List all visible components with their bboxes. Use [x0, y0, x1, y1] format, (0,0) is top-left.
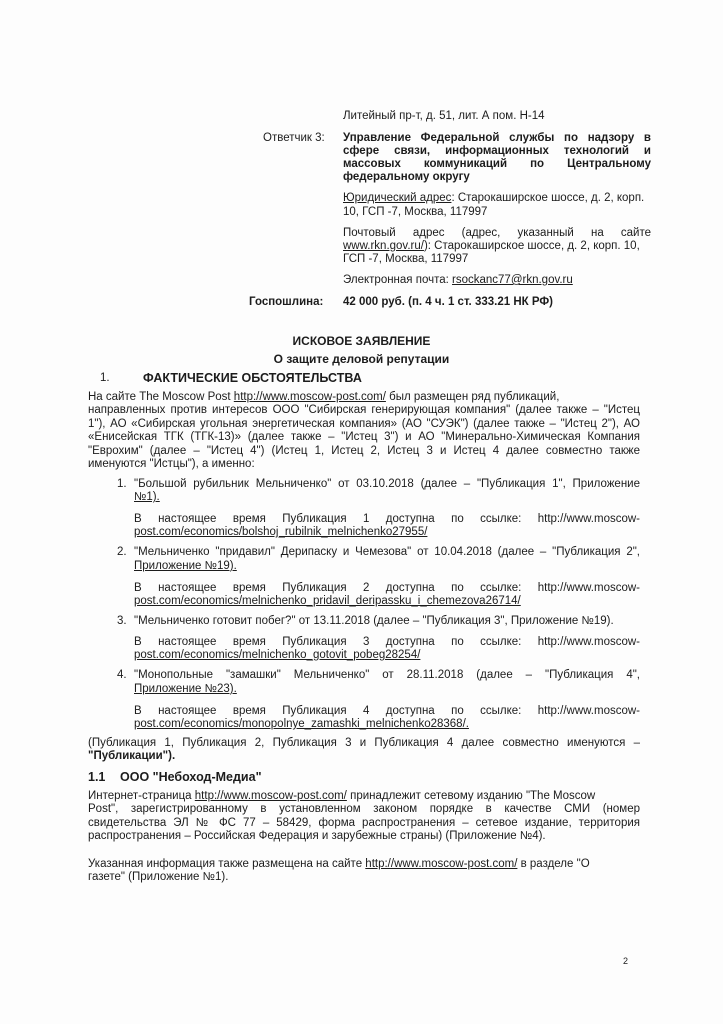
rkn-site-link[interactable]: www.rkn.gov.ru/ [343, 240, 424, 252]
postal-address-line3: ГСП -7, Москва, 117997 [343, 253, 469, 265]
respondent3-name-line2: сфере связи, информационных технологий и [343, 145, 651, 157]
publication-link[interactable]: post.com/economics/monopolnye_zamashki_melnichenko28368/. [134, 718, 469, 730]
legal-address-label: Юридический адрес [343, 192, 452, 204]
respondent3-name-line4: федеральному округу [343, 171, 470, 183]
email-line [343, 274, 573, 288]
para-text: Указанная информация также размещена на сайте [88, 858, 366, 870]
section11-para2-line1 [88, 858, 590, 872]
section1-number: 1. [100, 372, 110, 384]
publication-appendix[interactable]: №1). [134, 491, 160, 503]
section11-para2-line2: газете" (Приложение №1). [88, 871, 229, 883]
document-subtitle: О защите деловой репутации [273, 352, 450, 366]
section1-para-line2: направленных против интересов ООО "Сибирская генерирующая компания" (далее также – "Истец [88, 404, 640, 416]
publication-access-line1: В настоящее время Публикация 3 доступна по ссылке: http://www.moscow- [134, 636, 640, 648]
publication-appendix[interactable]: Приложение №23). [134, 683, 237, 695]
state-fee-value: 42 000 руб. (п. 4 ч. 1 ст. 333.21 НК РФ) [343, 296, 554, 308]
moscow-post-link[interactable]: http://www.moscow-post.com/ [365, 858, 518, 870]
publication-access-line1: В настоящее время Публикация 4 доступна по ссылке: http://www.moscow- [134, 705, 640, 717]
legal-address-text: : Старокаширское шоссе, д. 2, корп. [451, 192, 645, 204]
publication-number: 4. [117, 669, 127, 681]
para-text: На сайте The Moscow Post [88, 391, 234, 403]
publication-link[interactable]: post.com/economics/melnichenko_pridavil_deripassku_i_chemezova26714/ [134, 595, 521, 607]
moscow-post-link[interactable]: http://www.moscow-post.com/ [233, 391, 386, 403]
respondent3-name-line1: Управление Федеральной службы по надзору в [343, 132, 651, 144]
section11-para1-line2: Post", зарегистрированному в установленном законом порядке в качестве СМИ (номер [88, 803, 640, 815]
page-number: 2 [623, 956, 629, 966]
section1-para-line6: именуются "Истцы"), а именно: [88, 458, 255, 470]
publication-link[interactable]: post.com/economics/bolshoj_rubilnik_melnichenko27955/ [134, 526, 428, 538]
para-text: был размещен ряд публикаций, [385, 391, 560, 403]
para-text: принадлежит сетевому изданию "The Moscow [346, 790, 596, 802]
section1-para-line1 [88, 391, 559, 405]
state-fee-label: Госпошлина: [249, 296, 324, 308]
moscow-post-link[interactable]: http://www.moscow-post.com/ [194, 790, 347, 802]
publication-link[interactable]: post.com/economics/melnichenko_gotovit_pobeg28254/ [134, 649, 421, 661]
legal-address-line1 [343, 192, 644, 206]
respondent2-address: Литейный пр-т, д. 51, лит. А пом. Н-14 [343, 110, 545, 122]
email-link[interactable]: rsockanc77@rkn.gov.ru [452, 274, 573, 286]
section11-heading: ООО "Небоход-Медиа" [120, 770, 262, 784]
section1-para-line5: "Еврохим" (далее – "Истец 4") (Истец 1, Истец 2, Истец 3 и Истец 4 далее совместно также [88, 445, 640, 457]
publication-number: 1. [117, 478, 127, 490]
publication-title-line1: "Мельниченко "придавил" Дерипаску и Чемезова" от 10.04.2018 (далее – "Публикация 2", [134, 546, 640, 558]
respondent3-label: Ответчик 3: [263, 132, 325, 144]
publication-access-line1: В настоящее время Публикация 1 доступна по ссылке: http://www.moscow- [134, 513, 640, 525]
publication-title-line1: "Большой рубильник Мельниченко" от 03.10.2018 (далее – "Публикация 1", Приложение [134, 478, 640, 490]
section11-para1-line4: распространения – Российская Федерация и зарубежные страны) (Приложение №4). [88, 830, 546, 842]
section1-heading: ФАКТИЧЕСКИЕ ОБСТОЯТЕЛЬСТВА [143, 371, 362, 385]
legal-address-line2: 10, ГСП -7, Москва, 117997 [343, 206, 488, 218]
publication-access-line1: В настоящее время Публикация 2 доступна по ссылке: http://www.moscow- [134, 582, 640, 594]
publications-summary-line1: (Публикация 1, Публикация 2, Публикация 3 и Публикация 4 далее совместно именуются – [88, 737, 640, 749]
section1-para-line4: «Енисейская ТГК (ТГК-13)» (далее также – "Истец 3") и АО "Минерально-Химическая Компания [88, 431, 640, 443]
section11-number: 1.1 [88, 770, 106, 784]
section1-para-line3: 1"), АО «Сибирская угольная энергетическая компания» (АО "СУЭК") (далее также – "Истец 2"), АО [88, 418, 640, 430]
publications-summary-line2: "Публикации"). [88, 750, 176, 762]
publication-title-line1: "Монопольные "замашки" Мельниченко" от 28.11.2018 (далее – "Публикация 4", [134, 669, 640, 681]
para-text: Интернет-страница [88, 790, 195, 802]
publication-title-line1: "Мельниченко готовит побег?" от 13.11.2018 (далее – "Публикация 3", Приложение №19). [134, 615, 614, 627]
email-label: Электронная почта: [343, 274, 453, 286]
postal-address-text: ): Старокаширское шоссе, д. 2, корп. 10, [423, 240, 640, 252]
section11-para1-line3: свидетельства ЭЛ № ФС 77 – 58429, форма распространения – сетевое издание, территория [88, 817, 640, 829]
postal-address-line1: Почтовый адрес (адрес, указанный на сайте [343, 227, 651, 239]
section11-para1-line1 [88, 790, 595, 804]
para-text: в разделе "О [517, 858, 590, 870]
respondent3-name-line3: массовых коммуникаций по Центральному [343, 158, 651, 170]
publication-appendix[interactable]: Приложение №19). [134, 560, 237, 572]
publication-number: 3. [117, 615, 127, 627]
document-title: ИСКОВОЕ ЗАЯВЛЕНИЕ [292, 334, 431, 348]
postal-address-line2 [343, 240, 640, 254]
publication-number: 2. [117, 546, 127, 558]
